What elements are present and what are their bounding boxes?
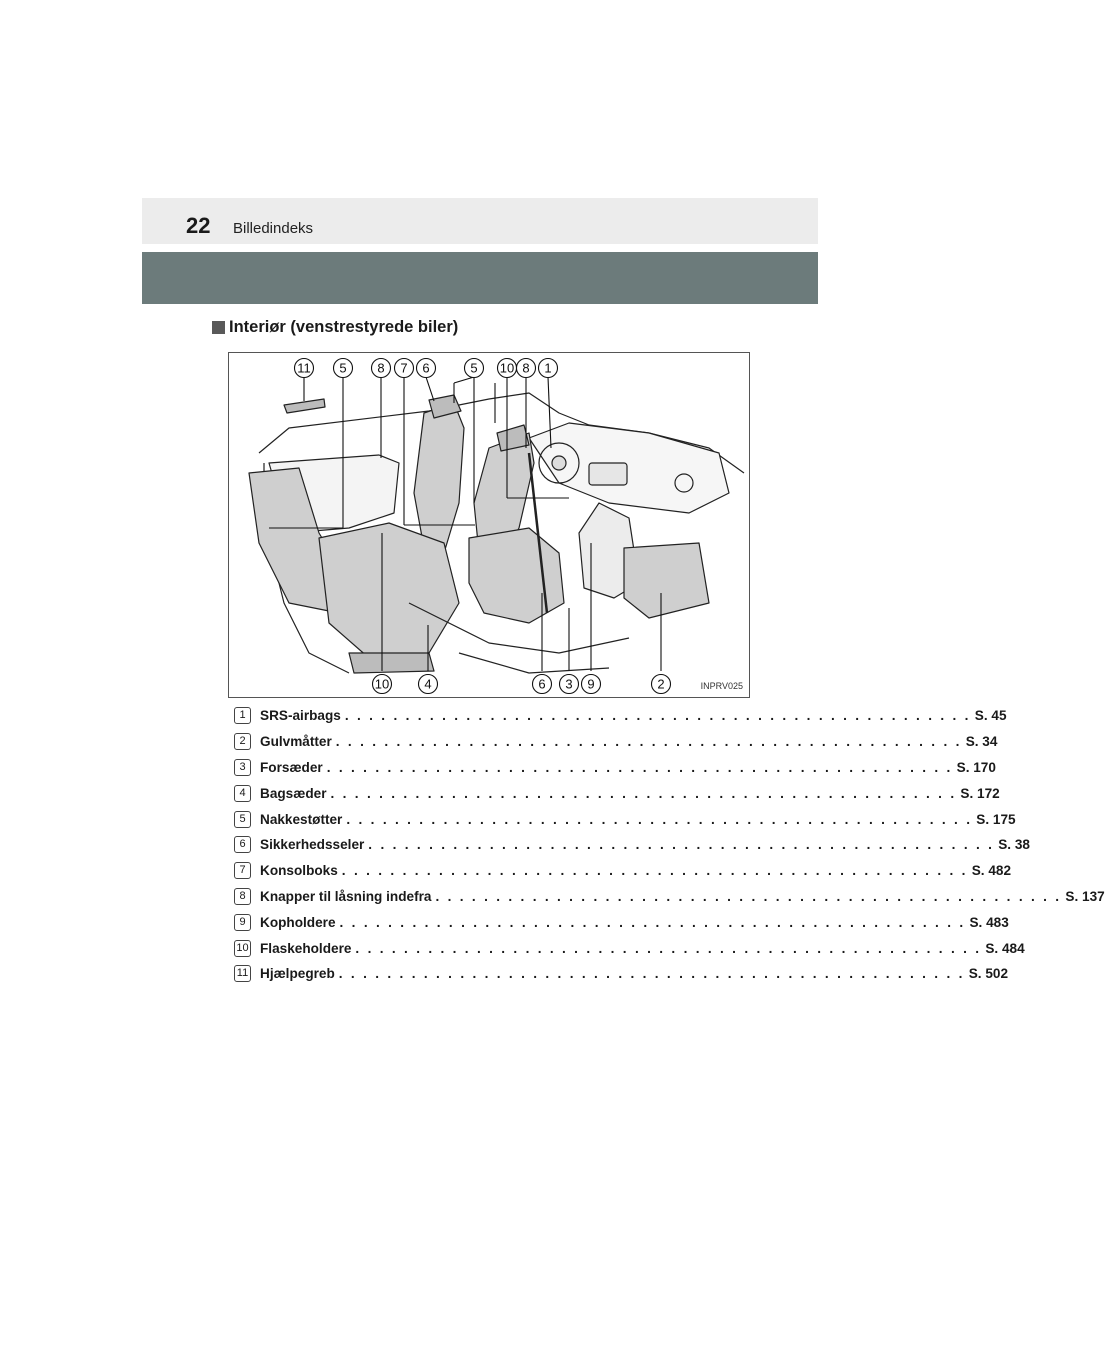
item-number: 4 [234, 785, 251, 802]
index-list [234, 703, 1105, 987]
callout-4-bottom [419, 675, 438, 694]
item-number: 5 [234, 811, 251, 828]
list-item[interactable] [234, 884, 1105, 910]
svg-text:10: 10 [374, 676, 390, 692]
page-reference[interactable]: S. 502 [968, 966, 1009, 982]
list-item[interactable] [234, 780, 1000, 806]
interior-illustration [228, 352, 750, 698]
dot-leader: . . . . . . . . . . . . . . . . . . . . . . . . . . . . . . . . . . . . . . . . . . . . . . . . . . . . [330, 785, 957, 801]
page-reference[interactable]: S. 170 [956, 759, 996, 775]
callout-3-bottom [560, 675, 579, 694]
svg-text:5: 5 [339, 360, 347, 376]
page-reference[interactable]: S. 483 [969, 914, 1009, 930]
callout-9-bottom [582, 675, 601, 694]
item-label: Knapper til låsning indefra [260, 888, 432, 904]
svg-text:11: 11 [297, 360, 311, 376]
item-label: Flaskeholdere [260, 940, 352, 956]
dot-leader: . . . . . . . . . . . . . . . . . . . . . . . . . . . . . . . . . . . . . . . . . . . . . . . . . . . . [335, 734, 962, 750]
top-callouts [295, 359, 558, 378]
item-number: 8 [234, 888, 251, 905]
subheading [212, 318, 458, 337]
page-reference[interactable]: S. 175 [976, 811, 1016, 827]
svg-text:9: 9 [587, 676, 595, 692]
page-reference[interactable]: S. 137 [1065, 888, 1105, 904]
dot-leader: . . . . . . . . . . . . . . . . . . . . . . . . . . . . . . . . . . . . . . . . . . . . . . . . . . . . [338, 966, 965, 982]
item-number: 3 [234, 759, 251, 776]
svg-text:5: 5 [470, 360, 478, 376]
svg-text:3: 3 [565, 676, 573, 692]
list-item[interactable] [234, 806, 1016, 832]
page-reference[interactable]: S. 45 [974, 708, 1007, 724]
item-number: 1 [234, 707, 251, 724]
list-item[interactable] [234, 729, 998, 755]
item-label: Bagsæder [260, 785, 327, 801]
item-label: Gulvmåtter [260, 734, 332, 750]
svg-text:1: 1 [544, 360, 552, 376]
page-reference[interactable]: S. 484 [985, 940, 1025, 956]
page-reference[interactable]: S. 172 [960, 785, 1000, 801]
callout-1-top [539, 359, 558, 378]
svg-text:6: 6 [422, 360, 430, 376]
item-label: Forsæder [260, 759, 323, 775]
svg-text:2: 2 [657, 676, 665, 692]
dot-leader: . . . . . . . . . . . . . . . . . . . . . . . . . . . . . . . . . . . . . . . . . . . . . . . . . . . . [339, 914, 966, 930]
callout-11-top [295, 359, 314, 378]
svg-text:7: 7 [400, 360, 408, 376]
callout-7-top [395, 359, 414, 378]
callout-10-bottom [373, 675, 392, 694]
dot-leader: . . . . . . . . . . . . . . . . . . . . . . . . . . . . . . . . . . . . . . . . . . . . . . . . . . . . [368, 837, 995, 853]
item-label: SRS-airbags [260, 708, 341, 724]
subheading-text: Interiør (venstrestyrede biler) [229, 318, 459, 336]
list-item[interactable] [234, 755, 996, 781]
dot-leader: . . . . . . . . . . . . . . . . . . . . . . . . . . . . . . . . . . . . . . . . . . . . . . . . . . . . [355, 940, 982, 956]
callout-8-top-second [517, 359, 536, 378]
item-label: Kopholdere [260, 914, 336, 930]
item-number: 11 [234, 965, 251, 982]
callout-10-top [498, 359, 517, 378]
item-number: 2 [234, 733, 251, 750]
page-number: 22 [186, 213, 211, 238]
dot-leader: . . . . . . . . . . . . . . . . . . . . . . . . . . . . . . . . . . . . . . . . . . . . . . . . . . . . [435, 888, 1062, 904]
svg-text:4: 4 [424, 676, 432, 692]
figure-code: INPRV025 [700, 681, 743, 691]
svg-text:6: 6 [538, 676, 546, 692]
item-number: 6 [234, 836, 251, 853]
list-item[interactable] [234, 909, 1009, 935]
page-reference[interactable]: S. 482 [971, 863, 1012, 879]
dot-leader: . . . . . . . . . . . . . . . . . . . . . . . . . . . . . . . . . . . . . . . . . . . . . . . . . . . . [341, 863, 968, 879]
item-label: Sikkerhedsseler [260, 837, 365, 853]
svg-text:8: 8 [377, 360, 385, 376]
callout-6-bottom [533, 675, 552, 694]
item-label: Nakkestøtter [260, 811, 343, 827]
title-band [142, 252, 818, 304]
dot-leader: . . . . . . . . . . . . . . . . . . . . . . . . . . . . . . . . . . . . . . . . . . . . . . . . . . . . [326, 759, 953, 775]
bottom-callouts [373, 675, 671, 694]
square-bullet-icon [212, 321, 225, 334]
list-item[interactable] [234, 935, 1025, 961]
section-title: Billedindeks [233, 220, 314, 237]
svg-text:10: 10 [499, 360, 515, 376]
page-reference[interactable]: S. 34 [965, 734, 998, 750]
item-number: 9 [234, 914, 251, 931]
callout-6-top [417, 359, 436, 378]
list-item[interactable] [234, 961, 1009, 987]
callout-5-top [334, 359, 353, 378]
dot-leader: . . . . . . . . . . . . . . . . . . . . . . . . . . . . . . . . . . . . . . . . . . . . . . . . . . . . [344, 708, 971, 724]
svg-text:8: 8 [522, 360, 530, 376]
item-number: 7 [234, 862, 251, 879]
list-item[interactable] [234, 703, 1007, 729]
callout-2-bottom [652, 675, 671, 694]
callout-8-top [372, 359, 391, 378]
item-label: Hjælpegreb [260, 966, 335, 982]
list-item[interactable] [234, 858, 1012, 884]
item-number: 10 [234, 940, 251, 957]
dot-leader: . . . . . . . . . . . . . . . . . . . . . . . . . . . . . . . . . . . . . . . . . . . . . . . . . . . . [346, 811, 973, 827]
callout-5-top-second [465, 359, 484, 378]
item-label: Konsolboks [260, 863, 338, 879]
list-item[interactable] [234, 832, 1030, 858]
page-reference[interactable]: S. 38 [998, 837, 1030, 853]
interior-drawing [229, 353, 749, 697]
